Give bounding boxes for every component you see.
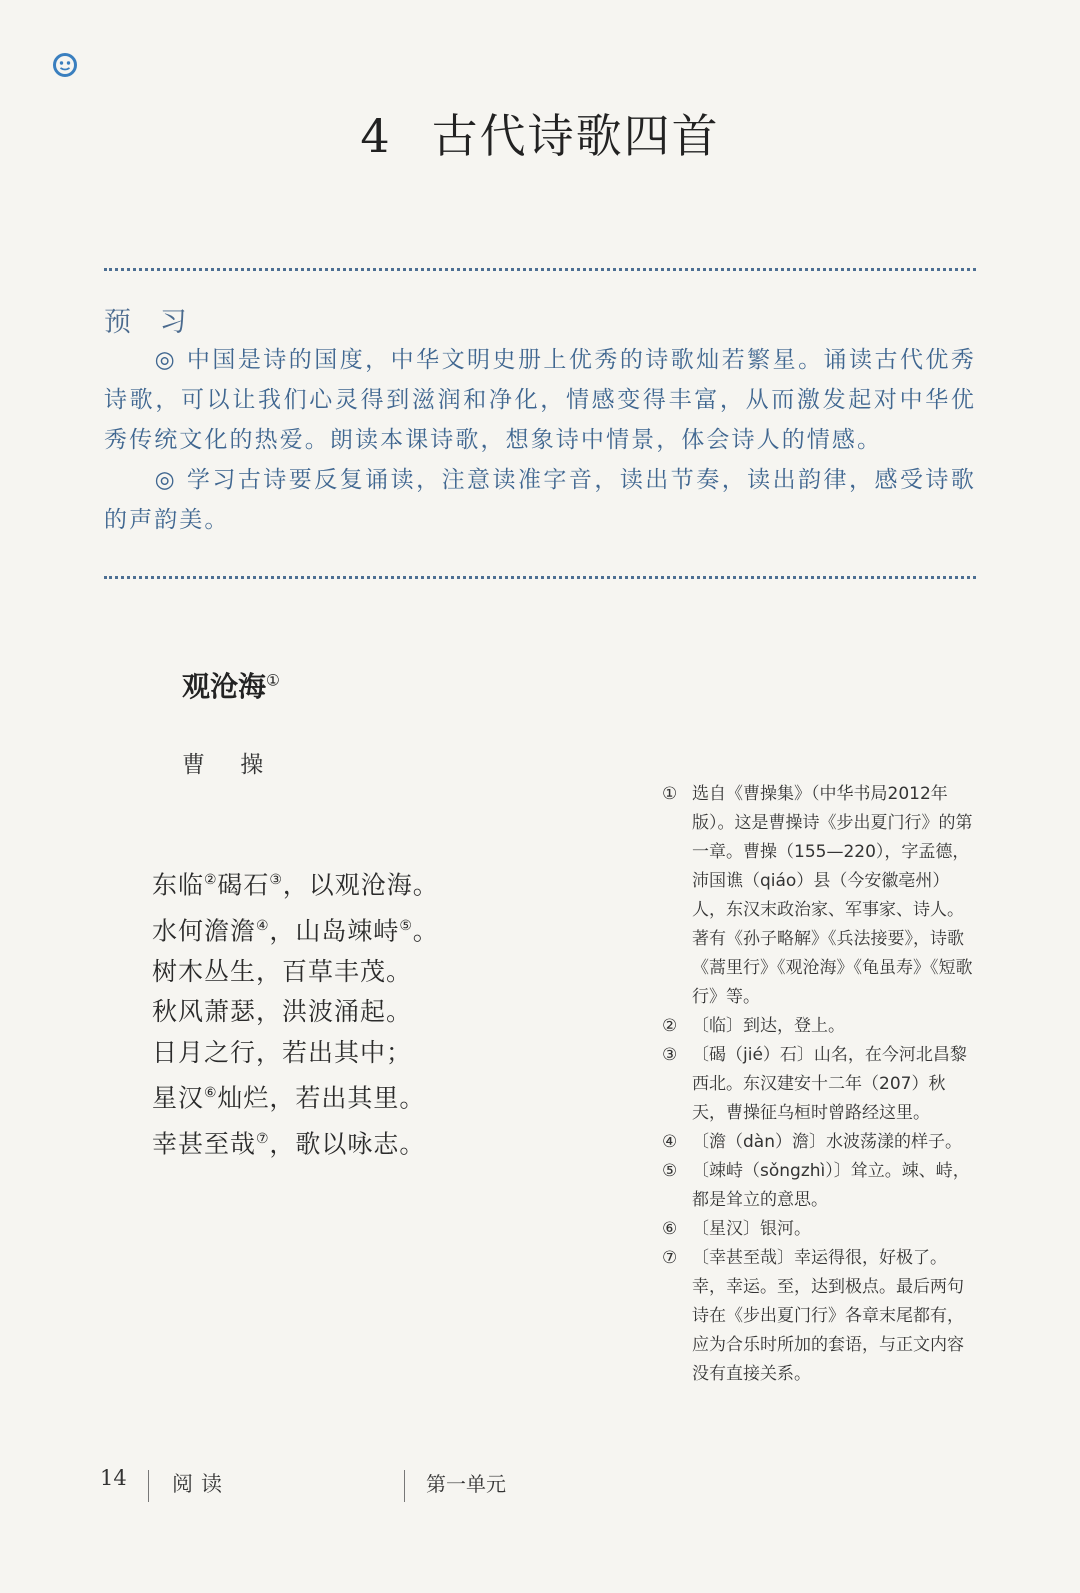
poem-line-text: ，以观沧海。 [282,870,439,900]
preview-paragraph: ◎ 中国是诗的国度，中华文明史册上优秀的诗歌灿若繁星。诵读古代优秀诗歌，可以让我们心灵得到滋润和净化，情感变得丰富，从而激发起对中华优秀传统文化的热爱。朗读本课诗歌，想象诗中情景，体会诗人的情感。 [104,347,976,453]
footnote-text: 〔幸甚至哉〕幸运得很，好极了。幸，幸运。至，达到极点。最后两句诗在《步出夏门行》各章末尾都有，应为合乐时所加的套语，与正文内容没有直接关系。 [692,1248,964,1384]
footnote-text: 〔临〕到达，登上。 [692,1016,845,1036]
lesson-number: 4 [360,109,392,163]
footnote-text: 〔星汉〕银河。 [692,1219,811,1239]
footnote-mark: ① [662,784,678,804]
footnote [662,1157,976,1215]
poem-line-text: 东临 [152,870,205,900]
poem-line-text: 日月之行，若出其中； [152,1037,413,1067]
note-mark: ⑥ [204,1085,218,1102]
poem-title-note-mark: ① [266,671,280,690]
note-mark: ④ [256,917,270,934]
poem-line-text: 水何澹澹 [152,916,257,946]
dotted-divider-top [104,268,976,271]
preview-heading: 预 习 [104,307,197,338]
poem-line-text: ，山岛竦峙 [269,916,400,946]
footnote-mark: ② [662,1016,678,1036]
poem-line-text: 秋风萧瑟，洪波涌起。 [152,997,413,1027]
poem-line [152,1033,439,1074]
poem-author: 曹 操 [182,752,278,778]
footer-divider [148,1470,149,1502]
note-mark: ③ [269,872,283,888]
poem-line-text: 星汉 [152,1083,205,1113]
poem-line [152,1119,439,1165]
footnote-mark: ③ [662,1045,678,1065]
poem-line [152,952,439,993]
lesson-title [0,100,1080,166]
preview-text [104,340,976,540]
poem-title-text: 观沧海 [182,670,267,703]
footnote-mark: ④ [662,1132,678,1152]
note-mark: ② [204,872,218,888]
note-mark: ⑤ [399,917,413,934]
footnote-mark: ⑤ [662,1161,678,1181]
footnote-text: 〔澹（dàn）澹〕水波荡漾的样子。 [692,1132,962,1152]
poem-line-text: ，歌以咏志。 [269,1129,426,1159]
poem-line [152,906,439,952]
poem-line-text: 树木丛生，百草丰茂。 [152,956,413,986]
page-number: 14 [100,1466,127,1490]
dotted-divider-bottom [104,576,976,579]
footnote-text: 〔碣（jié）石〕山名，在今河北昌黎西北。东汉建安十二年（207）秋天，曹操征乌桓时曾路经这里。 [692,1045,967,1123]
poem-line [152,992,439,1033]
footnote [662,1128,976,1157]
footnote [662,780,976,1012]
poem-line-text: 幸甚至哉 [152,1129,257,1159]
footer-unit-label: 第一单元 [426,1472,506,1496]
poem-line [152,1073,439,1119]
preview-paragraph: ◎ 学习古诗要反复诵读，注意读准字音，读出节奏，读出韵律，感受诗歌的声韵美。 [104,467,976,533]
footer-divider [404,1470,405,1502]
footnote [662,1244,976,1389]
smiley-face-icon [52,52,78,78]
poem-line [152,860,439,906]
poem-line-text: 碣石 [217,870,270,900]
note-mark: ⑦ [256,1130,270,1147]
footnote-mark: ⑥ [662,1219,678,1239]
footnote-mark: ⑦ [662,1248,678,1268]
footnote-text: 选自《曹操集》（中华书局2012年版）。这是曹操诗《步出夏门行》的第一章。曹操（155—220），字孟德，沛国谯（qiáo）县（今安徽亳州）人，东汉末政治家、军事家、诗人。著有《孙子略解》《兵法接要》，诗歌《蒿里行》《观沧海》《龟虽寿》《短歌行》等。 [692,784,973,1007]
poem-line-text: 灿烂，若出其里。 [217,1083,426,1113]
poem-body [152,860,439,1165]
footnote-text: 〔竦峙（sǒngzhì）〕耸立。竦、峙，都是耸立的意思。 [692,1161,970,1210]
footnote [662,1041,976,1128]
lesson-title-text: 古代诗歌四首 [431,109,720,163]
footnote [662,1215,976,1244]
footnote [662,1012,976,1041]
footer-section-label: 阅读 [172,1472,230,1496]
footnotes [662,780,976,1389]
poem-title [182,665,280,705]
poem-line-text: 。 [412,916,439,946]
